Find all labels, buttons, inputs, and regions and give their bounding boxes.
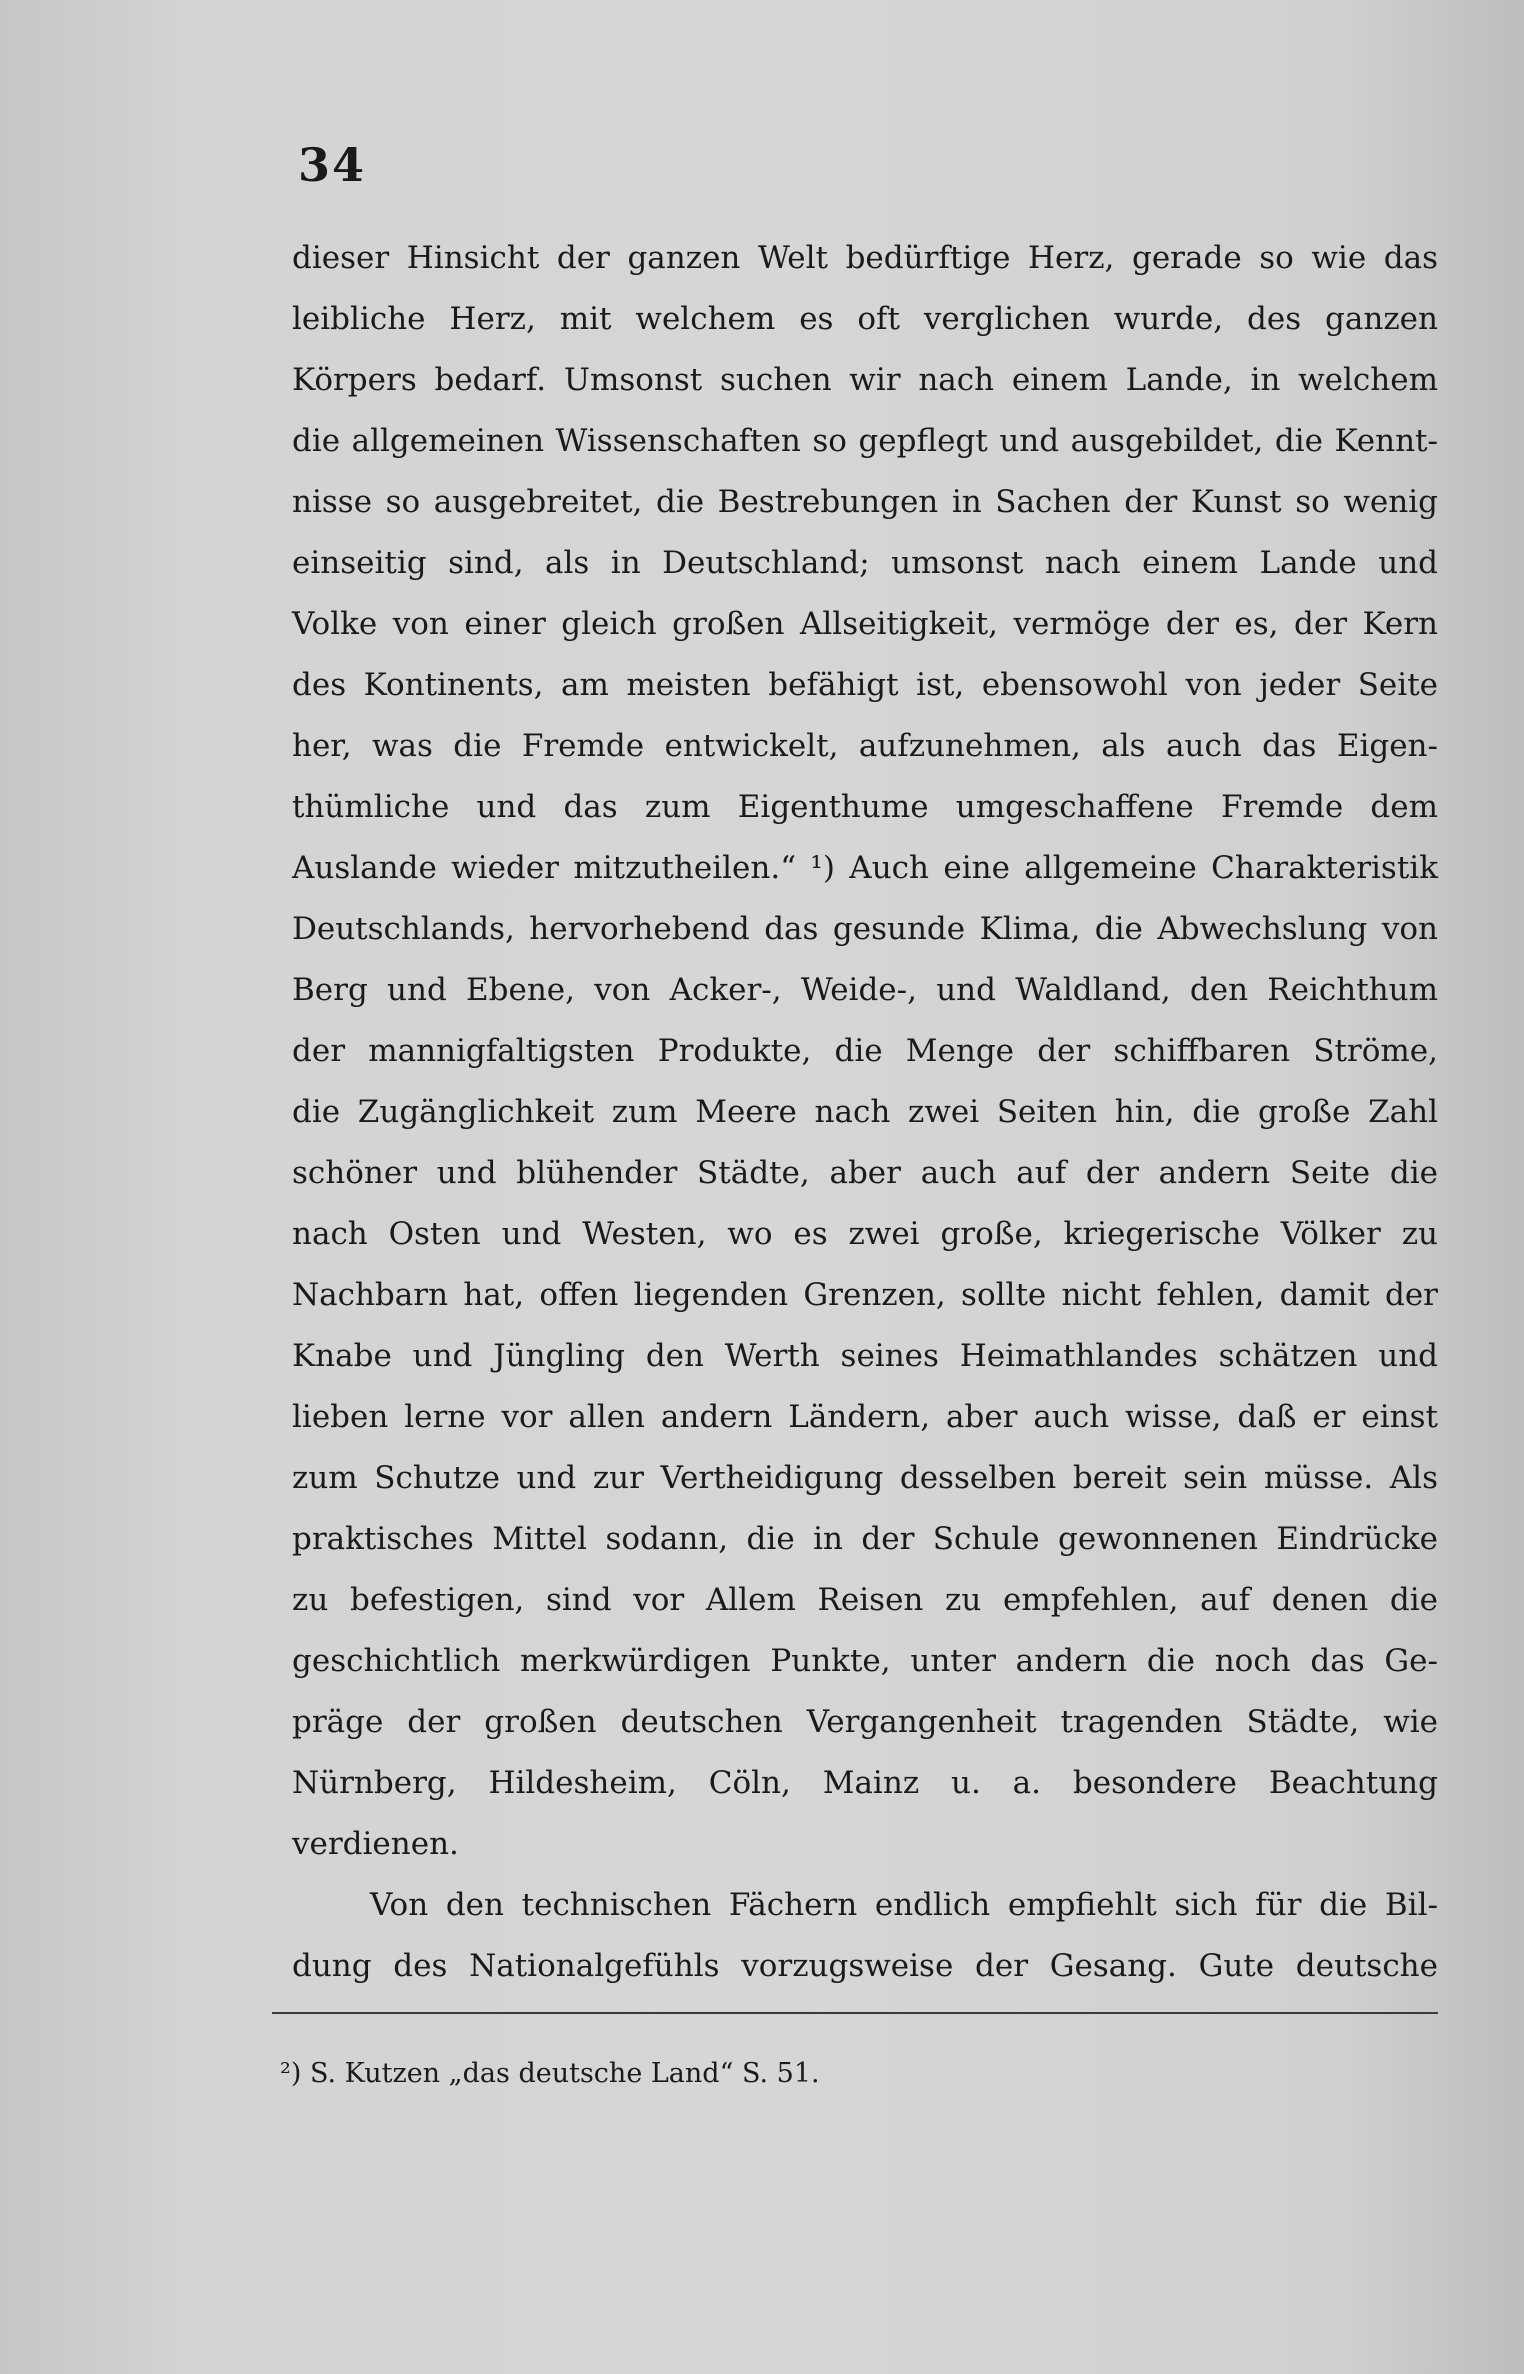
- text-line: die Zugänglichkeit zum Meere nach zwei Seiten hin, die große Zahl: [292, 1094, 1438, 1130]
- text-line-paragraph-start: Von den technischen Fächern endlich empfiehlt sich für die Bil-: [370, 1887, 1438, 1923]
- text-line: Auslande wieder mitzutheilen.“ ¹) Auch eine allgemeine Charakteristik: [292, 850, 1438, 886]
- text-line: thümliche und das zum Eigenthume umgeschaffene Fremde dem: [292, 789, 1438, 825]
- text-line: her, was die Fremde entwickelt, aufzunehmen, als auch das Eigen-: [292, 728, 1438, 764]
- text-line: die allgemeinen Wissenschaften so gepflegt und ausgebildet, die Kennt-: [292, 423, 1438, 459]
- text-line: präge der großen deutschen Vergangenheit tragenden Städte, wie: [292, 1704, 1438, 1740]
- text-line-paragraph-end: verdienen.: [292, 1826, 459, 1862]
- text-line: Knabe und Jüngling den Werth seines Heimathlandes schätzen und: [292, 1338, 1438, 1374]
- body-text: [292, 228, 1438, 1997]
- text-line: zum Schutze und zur Vertheidigung desselben bereit sein müsse. Als: [292, 1460, 1438, 1496]
- text-line: nach Osten und Westen, wo es zwei große, kriegerische Völker zu: [292, 1216, 1438, 1252]
- text-line: Volke von einer gleich großen Allseitigkeit, vermöge der es, der Kern: [292, 606, 1438, 642]
- text-line: Körpers bedarf. Umsonst suchen wir nach einem Lande, in welchem: [292, 362, 1438, 398]
- text-line: Nürnberg, Hildesheim, Cöln, Mainz u. a. besondere Beachtung: [292, 1765, 1438, 1801]
- text-line: der mannigfaltigsten Produkte, die Menge der schiffbaren Ströme,: [292, 1033, 1438, 1069]
- text-line: einseitig sind, als in Deutschland; umsonst nach einem Lande und: [292, 545, 1438, 581]
- text-line: des Kontinents, am meisten befähigt ist, ebensowohl von jeder Seite: [292, 667, 1438, 703]
- footnote: [280, 2058, 820, 2089]
- text-line: zu befestigen, sind vor Allem Reisen zu empfehlen, auf denen die: [292, 1582, 1438, 1618]
- text-line: lieben lerne vor allen andern Ländern, aber auch wisse, daß er einst: [292, 1399, 1438, 1435]
- text-line: Nachbarn hat, offen liegenden Grenzen, sollte nicht fehlen, damit der: [292, 1277, 1438, 1313]
- footnote-marker: ²): [280, 2058, 302, 2089]
- page-number: 34: [298, 138, 367, 192]
- text-line: schöner und blühender Städte, aber auch auf der andern Seite die: [292, 1155, 1438, 1191]
- footnote-text: S. Kutzen „das deutsche Land“ S. 51.: [309, 2058, 820, 2089]
- text-line: Deutschlands, hervorhebend das gesunde Klima, die Abwechslung von: [292, 911, 1438, 947]
- text-line: Berg und Ebene, von Acker-, Weide-, und Waldland, den Reichthum: [292, 972, 1438, 1008]
- footnote-divider: [272, 2012, 1438, 2014]
- text-line: leibliche Herz, mit welchem es oft verglichen wurde, des ganzen: [292, 301, 1438, 337]
- text-line: geschichtlich merkwürdigen Punkte, unter andern die noch das Ge-: [292, 1643, 1438, 1679]
- text-line: dieser Hinsicht der ganzen Welt bedürftige Herz, gerade so wie das: [292, 240, 1438, 276]
- text-line: praktisches Mittel sodann, die in der Schule gewonnenen Eindrücke: [292, 1521, 1438, 1557]
- text-line: dung des Nationalgefühls vorzugsweise der Gesang. Gute deutsche: [292, 1948, 1438, 1984]
- text-line: nisse so ausgebreitet, die Bestrebungen in Sachen der Kunst so wenig: [292, 484, 1438, 520]
